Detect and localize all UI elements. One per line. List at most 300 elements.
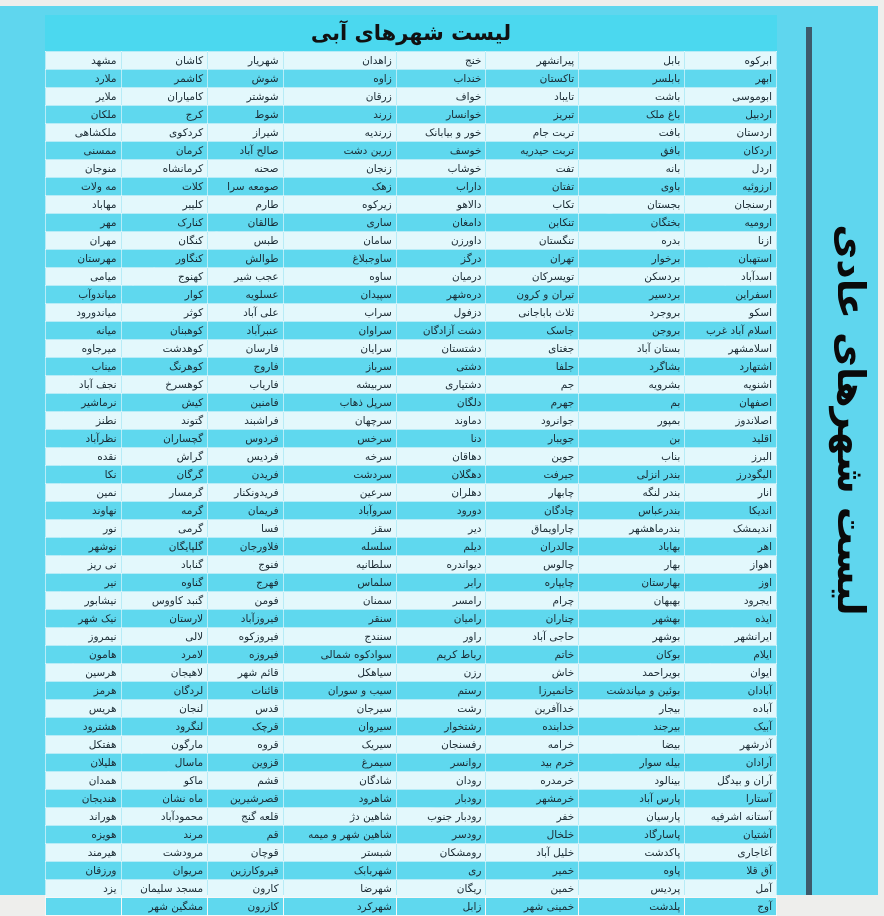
city-cell: شیراز [208, 124, 283, 142]
city-cell: بیضا [579, 736, 685, 754]
city-cell: بوشهر [579, 628, 685, 646]
city-cell: گرمسار [121, 484, 208, 502]
city-cell: رزن [396, 664, 486, 682]
table-row [46, 232, 777, 250]
city-cell: جلفا [486, 358, 579, 376]
table-row [46, 466, 777, 484]
city-cell: بیرجند [579, 718, 685, 736]
city-cell: خلیل آباد [486, 844, 579, 862]
city-cell: سرعین [283, 484, 396, 502]
city-cell: نیمروز [46, 628, 122, 646]
city-cell: بهاباد [579, 538, 685, 556]
city-cell: خرامه [486, 736, 579, 754]
city-cell: بهبهان [579, 592, 685, 610]
city-cell: اندیکا [685, 502, 777, 520]
city-cell: بدره [579, 232, 685, 250]
city-cell: اهواز [685, 556, 777, 574]
city-cell: بجستان [579, 196, 685, 214]
table-row [46, 142, 777, 160]
city-cell: تنکابن [486, 214, 579, 232]
city-cell: جویبار [486, 430, 579, 448]
city-cell: الیگودرز [685, 466, 777, 484]
city-cell: هلیلان [46, 754, 122, 772]
city-cell: بهار [579, 556, 685, 574]
city-cell: پارسیان [579, 808, 685, 826]
city-cell: کوهسرخ [121, 376, 208, 394]
city-cell: مریوان [121, 862, 208, 880]
city-cell: جم [486, 376, 579, 394]
city-cell: سیرجان [283, 700, 396, 718]
city-cell: فنوج [208, 556, 283, 574]
city-cell: اصفهان [685, 394, 777, 412]
city-cell: بندر انزلی [579, 466, 685, 484]
city-cell: خنج [396, 52, 486, 70]
city-cell: خمیر [486, 862, 579, 880]
city-cell: ری [396, 862, 486, 880]
city-cell: حاجی آباد [486, 628, 579, 646]
city-cell: ملکان [46, 106, 122, 124]
city-cell: دماوند [396, 412, 486, 430]
table-row [46, 196, 777, 214]
city-cell: سوادکوه شمالی [283, 646, 396, 664]
table-row [46, 106, 777, 124]
city-cell: تفت [486, 160, 579, 178]
table-row [46, 124, 777, 142]
city-cell: خاتم [486, 646, 579, 664]
table-row [46, 862, 777, 880]
city-cell: نرماشیر [46, 394, 122, 412]
city-cell: اسفراین [685, 286, 777, 304]
city-cell: کرمانشاه [121, 160, 208, 178]
city-cell: بندرعباس [579, 502, 685, 520]
city-cell: صومعه سرا [208, 178, 283, 196]
city-cell: صحنه [208, 160, 283, 178]
city-cell: مرودشت [121, 844, 208, 862]
city-cell: بردسکن [579, 268, 685, 286]
city-cell: آذرشهر [685, 736, 777, 754]
city-cell: رامسر [396, 592, 486, 610]
city-cell: شهربابک [283, 862, 396, 880]
city-cell: هرمز [46, 682, 122, 700]
city-cell: فامنین [208, 394, 283, 412]
city-cell: سنقر [283, 610, 396, 628]
city-cell: اهر [685, 538, 777, 556]
city-cell: فارسان [208, 340, 283, 358]
city-cell: تویسرکان [486, 268, 579, 286]
city-cell: دهلران [396, 484, 486, 502]
city-cell: لاهیجان [121, 664, 208, 682]
city-cell: کاشان [121, 52, 208, 70]
city-cell: تاکستان [486, 70, 579, 88]
city-cell: مهر [46, 214, 122, 232]
city-cell: چایپاره [486, 574, 579, 592]
city-cell: اسلام آباد غرب [685, 322, 777, 340]
city-cell: خرمشهر [486, 790, 579, 808]
city-cell: زاوه [283, 70, 396, 88]
table-row [46, 214, 777, 232]
city-cell: نیک شهر [46, 610, 122, 628]
city-cell: نی ریز [46, 556, 122, 574]
city-cell: نقده [46, 448, 122, 466]
city-cell: سربیشه [283, 376, 396, 394]
city-cell: آق قلا [685, 862, 777, 880]
city-cell: آبادان [685, 682, 777, 700]
city-cell: تهران [486, 250, 579, 268]
city-cell: سپیدان [283, 286, 396, 304]
page-edge [878, 0, 884, 895]
city-cell: فریدن [208, 466, 283, 484]
city-cell: بن [579, 430, 685, 448]
city-cell: خفر [486, 808, 579, 826]
city-cell: بابلسر [579, 70, 685, 88]
city-cell: اوز [685, 574, 777, 592]
city-cell: نیر [46, 574, 122, 592]
page-title: لیست شهرهای آبی [310, 21, 512, 45]
city-cell: مهرستان [46, 250, 122, 268]
city-cell: بیجار [579, 700, 685, 718]
city-cell: مشهد [46, 52, 122, 70]
table-row [46, 574, 777, 592]
table-row [46, 520, 777, 538]
city-cell: فریمان [208, 502, 283, 520]
city-cell: زهک [283, 178, 396, 196]
city-cell: نمین [46, 484, 122, 502]
city-cell: اسلامشهر [685, 340, 777, 358]
city-cell: کیش [121, 394, 208, 412]
table-row [46, 286, 777, 304]
city-cell: برخوار [579, 250, 685, 268]
city-cell: باشت [579, 88, 685, 106]
city-cell: فسا [208, 520, 283, 538]
table-row [46, 592, 777, 610]
city-cell: قروه [208, 736, 283, 754]
city-cell: کنگاور [121, 250, 208, 268]
city-cell: رابر [396, 574, 486, 592]
city-cell: فاروج [208, 358, 283, 376]
city-cell: آوج [685, 898, 777, 916]
city-cell: دورود [396, 502, 486, 520]
city-cell: جهرم [486, 394, 579, 412]
city-cell: طارم [208, 196, 283, 214]
table-header [45, 15, 777, 51]
city-cell: ملارد [46, 70, 122, 88]
city-cell: کلات [121, 178, 208, 196]
city-cell: شهرکرد [283, 898, 396, 916]
city-cell: عجب شیر [208, 268, 283, 286]
table-row [46, 538, 777, 556]
city-cell: رودبار جنوب [396, 808, 486, 826]
city-cell: ماکو [121, 772, 208, 790]
city-cell: بندر لنگه [579, 484, 685, 502]
city-cell: سیمرغ [283, 754, 396, 772]
city-cell: نیشابور [46, 592, 122, 610]
city-cell: اقلید [685, 430, 777, 448]
city-cell: گرمه [121, 502, 208, 520]
city-cell: دشتستان [396, 340, 486, 358]
city-cell: سقز [283, 520, 396, 538]
table-row [46, 160, 777, 178]
city-cell: نوشهر [46, 538, 122, 556]
city-cell: دهاقان [396, 448, 486, 466]
city-cell: قائنات [208, 682, 283, 700]
city-cell: شاهرود [283, 790, 396, 808]
city-cell: گنبد کاووس [121, 592, 208, 610]
city-cell: سرپل ذهاب [283, 394, 396, 412]
city-cell: بم [579, 394, 685, 412]
table-row [46, 826, 777, 844]
city-cell: سیروان [283, 718, 396, 736]
table-row [46, 376, 777, 394]
city-cell: اشنویه [685, 376, 777, 394]
city-cell: قرچک [208, 718, 283, 736]
city-cell: ارسنجان [685, 196, 777, 214]
city-cell: آستانه اشرفیه [685, 808, 777, 826]
city-cell: ماه نشان [121, 790, 208, 808]
city-cell: فاریاب [208, 376, 283, 394]
city-cell: جاسک [486, 322, 579, 340]
city-cell: ایجرود [685, 592, 777, 610]
city-cell: بانه [579, 160, 685, 178]
city-cell: تنگستان [486, 232, 579, 250]
table-row [46, 304, 777, 322]
city-cell: آران و بیدگل [685, 772, 777, 790]
city-cell: رفسنجان [396, 736, 486, 754]
city-cell: ایوان [685, 664, 777, 682]
city-cell: مارگون [121, 736, 208, 754]
city-cell: خاش [486, 664, 579, 682]
city-cell: پاسارگاد [579, 826, 685, 844]
city-cell: سرچهان [283, 412, 396, 430]
city-cell: چابهار [486, 484, 579, 502]
city-cell: داراب [396, 178, 486, 196]
city-cell: شوش [208, 70, 283, 88]
city-cell: چرام [486, 592, 579, 610]
table-row [46, 358, 777, 376]
city-cell: رومشکان [396, 844, 486, 862]
city-cell: چالدران [486, 538, 579, 556]
city-cell: سمنان [283, 592, 396, 610]
city-cell: دشت آزادگان [396, 322, 486, 340]
city-cell: شاهین دژ [283, 808, 396, 826]
city-cell: کلیبر [121, 196, 208, 214]
city-cell: سراوان [283, 322, 396, 340]
city-cell: دزفول [396, 304, 486, 322]
cities-table [45, 51, 777, 916]
city-cell: هندیجان [46, 790, 122, 808]
city-cell: شهریار [208, 52, 283, 70]
city-cell: گچساران [121, 430, 208, 448]
city-cell: زاهدان [283, 52, 396, 70]
city-cell: سلسله [283, 538, 396, 556]
city-cell: هویزه [46, 826, 122, 844]
city-cell: خداآفرین [486, 700, 579, 718]
city-cell: قلعه گنج [208, 808, 283, 826]
city-cell: شاهین شهر و میمه [283, 826, 396, 844]
city-cell: سرایان [283, 340, 396, 358]
table-row [46, 754, 777, 772]
city-cell: دیر [396, 520, 486, 538]
city-cell: سیاهکل [283, 664, 396, 682]
city-cell: خلخال [486, 826, 579, 844]
city-cell: سروآباد [283, 502, 396, 520]
city-cell: بختگان [579, 214, 685, 232]
city-cell: سردشت [283, 466, 396, 484]
city-cell: بینالود [579, 772, 685, 790]
city-cell: آباده [685, 700, 777, 718]
city-cell: قائم شهر [208, 664, 283, 682]
city-cell: فراشبند [208, 412, 283, 430]
city-cell: فردیس [208, 448, 283, 466]
city-cell: تربت حیدریه [486, 142, 579, 160]
city-cell: هفتکل [46, 736, 122, 754]
city-cell: فیروزه [208, 646, 283, 664]
city-cell: تفتان [486, 178, 579, 196]
table-row [46, 736, 777, 754]
city-cell: رستم [396, 682, 486, 700]
city-cell: سرخس [283, 430, 396, 448]
city-cell: ابوموسی [685, 88, 777, 106]
city-cell: بندرماهشهر [579, 520, 685, 538]
city-cell: رباط کریم [396, 646, 486, 664]
city-cell: بشاگرد [579, 358, 685, 376]
city-cell: هرسین [46, 664, 122, 682]
city-cell: جغتای [486, 340, 579, 358]
city-cell: بردسیر [579, 286, 685, 304]
city-cell: شادگان [283, 772, 396, 790]
city-cell: بوکان [579, 646, 685, 664]
city-cell: راور [396, 628, 486, 646]
city-cell: قوچان [208, 844, 283, 862]
city-cell: بمپور [579, 412, 685, 430]
city-cell: درگز [396, 250, 486, 268]
city-cell: شهرضا [283, 880, 396, 898]
city-cell: درمیان [396, 268, 486, 286]
city-cell: نظرآباد [46, 430, 122, 448]
city-cell: ورزقان [46, 862, 122, 880]
city-cell: گناوه [121, 574, 208, 592]
city-cell: بویراحمد [579, 664, 685, 682]
city-cell: فومن [208, 592, 283, 610]
city-cell: بهارستان [579, 574, 685, 592]
city-cell: مهاباد [46, 196, 122, 214]
city-cell: عسلویه [208, 286, 283, 304]
city-cell: فیروزکوه [208, 628, 283, 646]
city-cell: گلپایگان [121, 538, 208, 556]
city-cell: کارون [208, 880, 283, 898]
city-cell: پردیس [579, 880, 685, 898]
city-cell: تایباد [486, 88, 579, 106]
city-cell: کهنوج [121, 268, 208, 286]
city-cell: کردکوی [121, 124, 208, 142]
city-cell: نور [46, 520, 122, 538]
table-row [46, 646, 777, 664]
city-cell: جوانرود [486, 412, 579, 430]
city-cell: اصلاندوز [685, 412, 777, 430]
table-row [46, 790, 777, 808]
city-cell: فهرج [208, 574, 283, 592]
table-row [46, 448, 777, 466]
city-cell: ارزوئیه [685, 178, 777, 196]
city-cell: باغ ملک [579, 106, 685, 124]
city-cell: هشترود [46, 718, 122, 736]
city-cell: دیواندره [396, 556, 486, 574]
city-cell: اردکان [685, 142, 777, 160]
city-cell: رشت [396, 700, 486, 718]
city-cell: ابهر [685, 70, 777, 88]
city-cell: یزد [46, 880, 122, 898]
city-cell: دالاهو [396, 196, 486, 214]
city-cell: قزوین [208, 754, 283, 772]
city-cell: مه ولات [46, 178, 122, 196]
city-cell: فیروزآباد [208, 610, 283, 628]
city-cell: گرگان [121, 466, 208, 484]
city-cell: باوی [579, 178, 685, 196]
city-cell: جیرفت [486, 466, 579, 484]
table-row [46, 268, 777, 286]
city-cell: نطنز [46, 412, 122, 430]
city-cell: خواف [396, 88, 486, 106]
city-cell: بهشهر [579, 610, 685, 628]
city-cell: هریس [46, 700, 122, 718]
city-cell: روانسر [396, 754, 486, 772]
table-row [46, 844, 777, 862]
table-row [46, 412, 777, 430]
city-cell: سنندج [283, 628, 396, 646]
city-cell: صالح آباد [208, 142, 283, 160]
city-cell: آمل [685, 880, 777, 898]
city-cell: لالی [121, 628, 208, 646]
city-cell: استهبان [685, 250, 777, 268]
city-cell: بروجرد [579, 304, 685, 322]
table-row [46, 502, 777, 520]
city-cell: اشتهارد [685, 358, 777, 376]
city-cell: لارستان [121, 610, 208, 628]
city-cell: نکا [46, 466, 122, 484]
city-cell: رامیان [396, 610, 486, 628]
city-cell: زرندیه [283, 124, 396, 142]
city-cell: رودان [396, 772, 486, 790]
city-cell: جوین [486, 448, 579, 466]
city-cell: میاندورود [46, 304, 122, 322]
city-cell: گراش [121, 448, 208, 466]
city-cell: سیریک [283, 736, 396, 754]
city-cell: ساری [283, 214, 396, 232]
city-cell: هوراند [46, 808, 122, 826]
city-cell: اسکو [685, 304, 777, 322]
city-cell [46, 898, 122, 916]
city-cell: خوشاب [396, 160, 486, 178]
city-cell: ایرانشهر [685, 628, 777, 646]
city-cell: چالوس [486, 556, 579, 574]
table-row [46, 322, 777, 340]
city-cell: ازنا [685, 232, 777, 250]
table-row [46, 628, 777, 646]
city-cell: تیران و کرون [486, 286, 579, 304]
city-cell: ایذه [685, 610, 777, 628]
city-cell: پارس آباد [579, 790, 685, 808]
city-cell: داورزن [396, 232, 486, 250]
city-cell: میرجاوه [46, 340, 122, 358]
table-row [46, 682, 777, 700]
city-cell: لنگرود [121, 718, 208, 736]
city-cell: قدس [208, 700, 283, 718]
city-cell: بستان آباد [579, 340, 685, 358]
city-cell: خمینی شهر [486, 898, 579, 916]
city-cell: دشتیاری [396, 376, 486, 394]
city-cell: کوهبنان [121, 322, 208, 340]
city-cell: خوانسار [396, 106, 486, 124]
city-cell: دیلم [396, 538, 486, 556]
